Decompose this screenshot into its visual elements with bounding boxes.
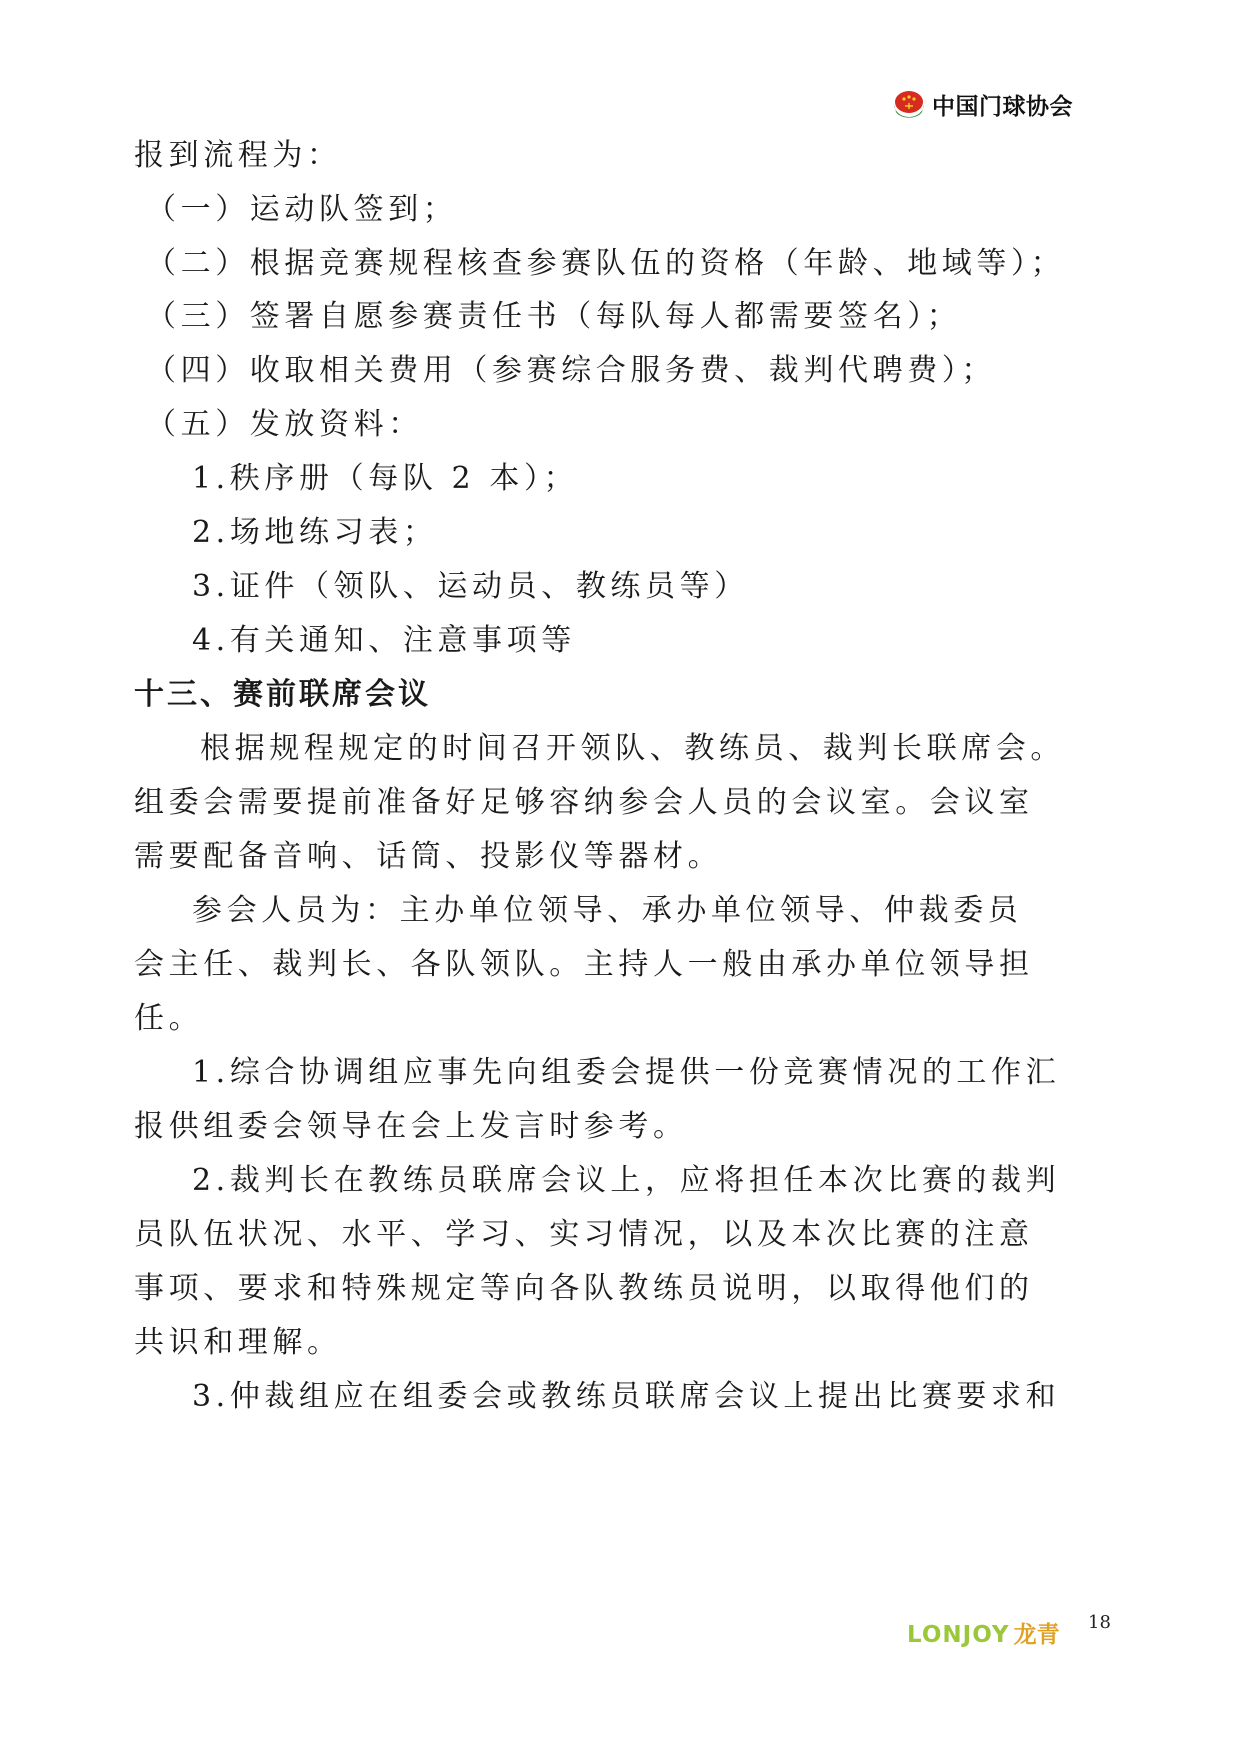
paragraph-line: 3.仲裁组应在组委会或教练员联席会议上提出比赛要求和 (192, 1379, 1061, 1414)
registration-process-intro: 报到流程为： (134, 138, 342, 173)
sub-item-3: 3.证件（领队、运动员、教练员等） (192, 569, 749, 604)
org-name: 中国门球协会 (932, 94, 1073, 120)
brand-name-en: LONJOY (907, 1622, 1010, 1648)
section-heading: 十三、赛前联席会议 (134, 677, 431, 712)
list-item-4: （四）收取相关费用（参赛综合服务费、裁判代聘费）； (146, 353, 996, 388)
footer-brand-logo (907, 1616, 1060, 1649)
page-number: 18 (1088, 1612, 1111, 1633)
sub-item-4: 4.有关通知、注意事项等 (192, 623, 576, 658)
paragraph-line: 报供组委会领导在会上发言时参考。 (134, 1109, 688, 1144)
brand-name-cn: 龙青 (1013, 1622, 1060, 1648)
paragraph-line: 事项、要求和特殊规定等向各队教练员说明，以取得他们的 (134, 1271, 1034, 1306)
gateball-association-logo-icon (892, 90, 926, 120)
list-item-1: （一）运动队签到； (146, 192, 458, 227)
paragraph-line: 员队伍状况、水平、学习、实习情况，以及本次比赛的注意 (134, 1217, 1034, 1252)
paragraph-line: 参会人员为：主办单位领导、承办单位领导、仲裁委员 (192, 893, 1023, 928)
paragraph-line: 1.综合协调组应事先向组委会提供一份竞赛情况的工作汇 (192, 1055, 1061, 1090)
paragraph-line: 会主任、裁判长、各队领队。主持人一般由承办单位领导担 (134, 947, 1034, 982)
list-item-2: （二）根据竞赛规程核查参赛队伍的资格（年龄、地域等）； (146, 246, 1066, 281)
paragraph-line: 需要配备音响、话筒、投影仪等器材。 (134, 839, 723, 874)
paragraph-line: 任。 (134, 1001, 204, 1036)
sub-item-2: 2.场地练习表； (192, 515, 438, 550)
list-item-3: （三）签署自愿参赛责任书（每队每人都需要签名）； (146, 299, 962, 334)
paragraph-line: 2.裁判长在教练员联席会议上，应将担任本次比赛的裁判 (192, 1163, 1061, 1198)
paragraph-line: 组委会需要提前准备好足够容纳参会人员的会议室。会议室 (134, 785, 1034, 820)
header-logo (892, 88, 1073, 121)
paragraph-line: 根据规程规定的时间召开领队、教练员、裁判长联席会。 (200, 731, 1065, 766)
sub-item-1: 1.秩序册（每队 2 本）； (192, 461, 579, 496)
list-item-5: （五）发放资料： (146, 407, 423, 442)
paragraph-line: 共识和理解。 (134, 1325, 342, 1360)
